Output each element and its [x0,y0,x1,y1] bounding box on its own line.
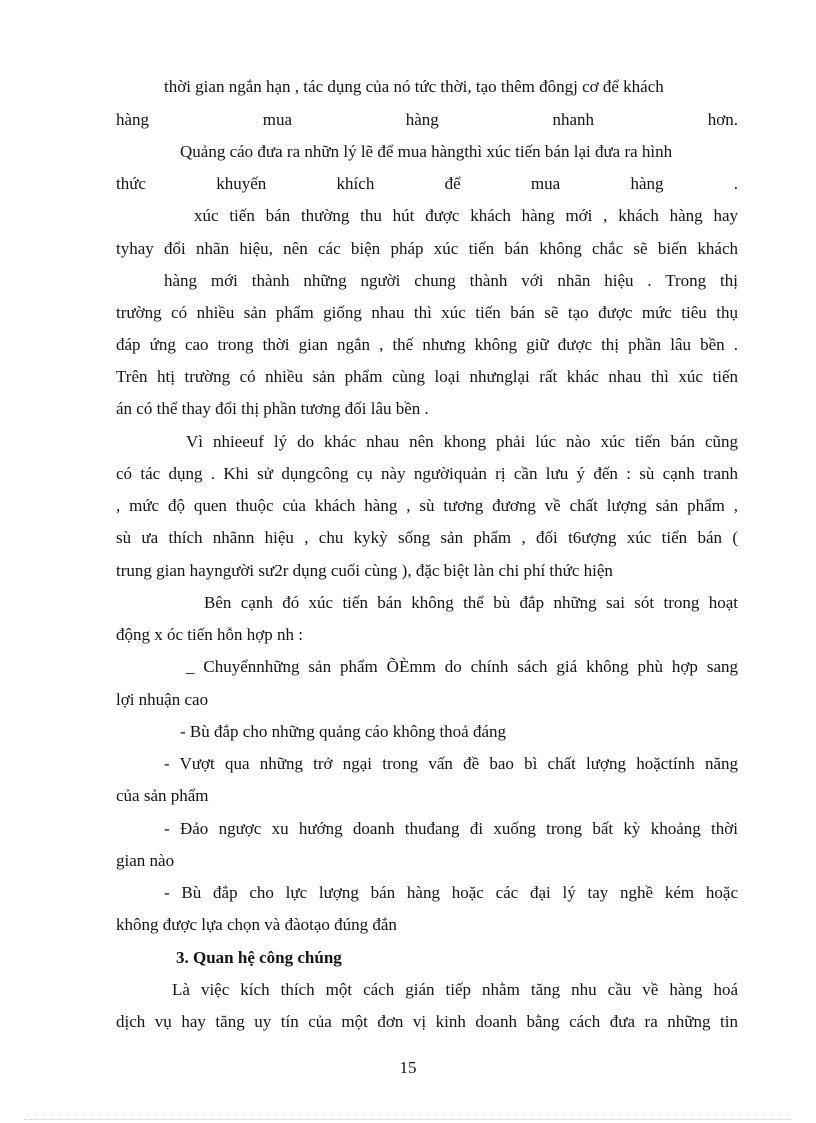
paragraph-1-line-1: thời gian ngắn hạn , tác dụng của nó tức thời, tạo thêm đôngj cơ để khách [164,77,664,96]
paragraph-6-line-1: _ Chuyểnnhững sản phẩm ÕÈmm do chính sách giá không phù hợp sang [186,657,738,676]
paragraph-3-line-2: tyhay đổi nhãn hiệu, nên các biện pháp xúc tiến bán không chắc sẽ biến khách [116,239,738,258]
paragraph-6-line-2: lợi nhuận cao [116,690,209,709]
paragraph-8-line-1: - Vượt qua những trở ngại trong vấn đề bao bì chất lượng hoặctính năng [164,754,738,773]
paragraph-3-line-1: xúc tiến bán thường thu hút được khách hàng mới , khách hàng hay [194,206,738,225]
paragraph-7-line-1: - Bù đắp cho những quảng cáo không thoả đáng [180,722,507,741]
page-bottom-border [24,1119,792,1120]
paragraph-3-line-7: án có thể thay đổi thị phần tương đối lâu bền . [116,399,429,418]
paragraph-2-line-2: thức khuyến khích để mua hàng . [116,174,738,193]
last-paragraph-line-1: Là việc kích thích một cách gián tiếp nhằm tăng nhu cầu về hàng hoá [172,980,738,999]
paragraph-3-line-6: Trên htị trường có nhiều sản phẩm cùng loại nhưnglại rất khác nhau thì xúc tiến [116,367,738,386]
paragraph-10-line-1: - Bù đắp cho lực lượng bán hàng hoặc các đại lý tay nghề kém hoặc [164,883,738,902]
paragraph-1-line-2: hàng mua hàng nhanh hơn. [116,110,738,129]
paragraph-4-line-2: có tác dụng . Khi sử dụngcông cụ này ngườiquản rị cần lưu ý đến : sù cạnh tranh [116,464,738,483]
paragraph-3-line-4: trường có nhiều sản phẩm giống nhau thì xúc tiến bán sẽ tạo được mức tiêu thụ [116,303,738,322]
paragraph-4-line-4: sù ưa thích nhãnn hiệu , chu kykỳ sống sản phẩm , đối t6ượng xúc tiến bán ( [116,528,738,547]
paragraph-4-line-1: Vì nhieeuf lý do khác nhau nên khong phải lúc nào xúc tiến bán cũng [186,432,738,451]
paragraph-5-line-2: động x óc tiến hỗn hợp nh : [116,625,303,644]
paragraph-9-line-2: gian nào [116,851,175,870]
section-heading: 3. Quan hệ công chúng [176,948,342,967]
paragraph-2-line-1: Quảng cáo đưa ra nhữn lý lẽ để mua hàngthì xúc tiến bán lại đưa ra hình [180,142,673,161]
paragraph-3-line-5: đáp ứng cao trong thời gian ngắn , thế nhưng không giữ được thị phần lâu bền . [116,335,738,354]
paragraph-5-line-1: Bên cạnh đó xúc tiến bán không thể bù đắp những sai sót trong hoạt [204,593,738,612]
last-paragraph-line-2: dịch vụ hay tăng uy tín của một đơn vị kinh doanh bằng cách đưa ra những tin [116,1012,738,1031]
paragraph-9-line-1: - Đảo ngược xu hướng doanh thuđang đi xuống trong bất kỳ khoảng thời [164,819,738,838]
page-number: 15 [399,1058,417,1077]
paragraph-10-line-2: không được lựa chọn và đàotạo đúng đắn [116,915,397,934]
paragraph-4-line-5: trung gian hayngười sư2r dụng cuối cùng ), đặc biệt làn chi phí thức hiện [116,561,613,580]
paragraph-3-line-3: hàng mới thành những người chung thành với nhãn hiệu . Trong thị [164,271,738,290]
paragraph-4-line-3: , mức độ quen thuộc của khách hàng , sù tương đương về chất lượng sản phẩm , [116,496,738,515]
paragraph-8-line-2: của sản phẩm [116,786,209,805]
